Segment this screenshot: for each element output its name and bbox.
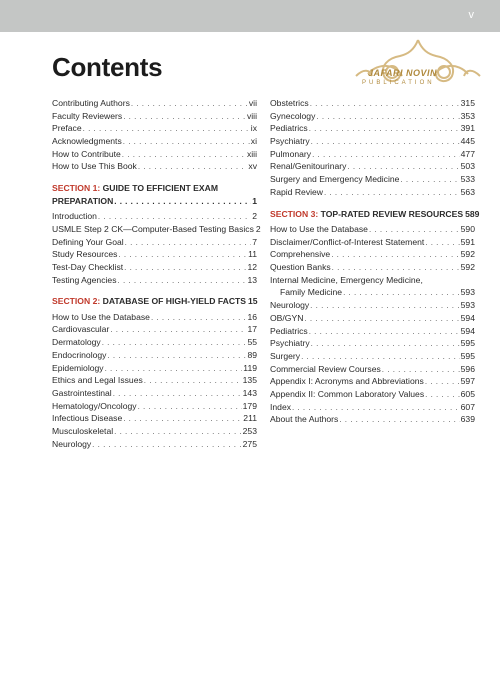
- toc-entry-page: 13: [247, 274, 257, 285]
- toc-entry-page: 253: [242, 425, 257, 436]
- toc-entry-page: 594: [460, 312, 475, 323]
- toc-entry-title: Acknowledgments: [52, 136, 122, 147]
- toc-entry-title: Appendix II: Common Laboratory Values: [270, 388, 425, 399]
- toc-entry-title: Psychiatry: [270, 338, 310, 349]
- toc-entry[interactable]: [270, 337, 475, 350]
- toc-entry[interactable]: [270, 97, 475, 110]
- toc-entry-page: xi: [250, 136, 257, 147]
- toc-entry-title: Gastrointestinal: [52, 387, 112, 398]
- dot-leader: [92, 439, 241, 452]
- dot-leader: [400, 174, 459, 187]
- dot-leader: [124, 262, 246, 275]
- toc-entry-page: 591: [460, 236, 475, 247]
- toc-entry[interactable]: [270, 261, 475, 274]
- toc-entry-title: About the Authors: [270, 414, 339, 425]
- section-page: 1: [252, 195, 257, 206]
- section-2-list: [52, 311, 257, 451]
- toc-entry[interactable]: [270, 122, 475, 135]
- dot-leader: [138, 161, 248, 174]
- toc-entry-title: Surgery and Emergency Medicine: [270, 174, 400, 185]
- toc-entry-title: Obstetrics: [270, 98, 309, 108]
- section-number: SECTION 3:: [270, 208, 319, 219]
- toc-entry-title: Index: [270, 401, 292, 412]
- toc-entry[interactable]: [52, 160, 257, 173]
- dot-leader: [343, 287, 460, 300]
- page-number: v: [468, 9, 474, 21]
- toc-entry-page: 7: [252, 236, 257, 247]
- toc-entry-page: 594: [460, 325, 475, 336]
- dot-leader: [110, 324, 246, 337]
- toc-entry-title: Contributing Authors: [52, 98, 130, 108]
- toc-entry[interactable]: [270, 248, 475, 261]
- dot-leader: [102, 337, 247, 350]
- section-number: SECTION 2:: [52, 296, 101, 307]
- toc-entry[interactable]: [52, 387, 257, 400]
- dot-leader: [425, 376, 460, 389]
- toc-entry-page: 477: [460, 148, 475, 159]
- toc-entry[interactable]: [52, 135, 257, 148]
- contents-left-column: [52, 97, 261, 450]
- toc-entry[interactable]: [270, 388, 475, 401]
- toc-entry[interactable]: [270, 236, 475, 249]
- toc-entry[interactable]: [270, 135, 475, 148]
- toc-entry-title: Dermatology: [52, 337, 101, 348]
- toc-entry-page: 275: [242, 438, 257, 449]
- toc-entry-page: xiii: [246, 148, 257, 159]
- toc-entry-title: Pediatrics: [270, 123, 308, 134]
- toc-entry-title: Commercial Review Courses: [270, 363, 381, 374]
- toc-entry-page: 16: [247, 311, 257, 322]
- dot-leader: [311, 338, 460, 351]
- toc-entry-title: How to Use the Database: [270, 224, 368, 234]
- header-bar: [0, 0, 500, 32]
- toc-entry-page: 593: [460, 300, 475, 311]
- page-title: Contents: [52, 52, 163, 82]
- toc-entry-page: 593: [460, 287, 475, 298]
- section-2-list-cont: [270, 97, 475, 199]
- dot-leader: [144, 375, 242, 388]
- dot-leader: [125, 237, 252, 250]
- dot-leader: [107, 350, 246, 363]
- toc-entry-page: 592: [460, 262, 475, 273]
- toc-entry-title: Pulmonary: [270, 148, 312, 159]
- dot-leader: [425, 389, 460, 402]
- toc-entry-page: 143: [242, 387, 257, 398]
- toc-entry-title: Renal/Genitourinary: [270, 161, 347, 172]
- toc-entry[interactable]: [52, 110, 257, 123]
- toc-entry[interactable]: [270, 325, 475, 338]
- toc-entry[interactable]: [52, 425, 257, 438]
- toc-entry[interactable]: [270, 186, 475, 199]
- toc-entry-page: 595: [460, 350, 475, 361]
- toc-entry[interactable]: [52, 311, 257, 324]
- toc-entry-title: Infectious Disease: [52, 413, 123, 424]
- dot-leader: [324, 187, 460, 200]
- dot-leader: [123, 136, 250, 149]
- toc-entry-page: 89: [247, 349, 257, 360]
- toc-entry-page: 179: [242, 400, 257, 411]
- dot-leader: [123, 111, 246, 124]
- toc-entry-page: 607: [460, 401, 475, 412]
- toc-entry-page: 590: [460, 224, 475, 234]
- toc-entry[interactable]: [52, 412, 257, 425]
- toc-entry[interactable]: [270, 173, 475, 186]
- section-number: SECTION 1:: [52, 183, 101, 194]
- toc-entry[interactable]: [270, 274, 475, 287]
- toc-entry-page: 596: [460, 363, 475, 374]
- toc-entry-title: Defining Your Goal: [52, 236, 124, 247]
- toc-entry-page: 597: [460, 376, 475, 387]
- dot-leader: [304, 313, 459, 326]
- section-1-heading[interactable]: [52, 182, 257, 207]
- toc-entry-title: Question Banks: [270, 262, 331, 273]
- section-title-cont: PREPARATION: [52, 195, 114, 206]
- section-3-list: [270, 223, 475, 426]
- section-3-heading[interactable]: [270, 208, 480, 221]
- toc-entry[interactable]: [52, 261, 257, 274]
- toc-entry[interactable]: [52, 349, 257, 362]
- toc-entry-title: How to Use the Database: [52, 311, 150, 322]
- toc-entry-page: 12: [247, 261, 257, 272]
- toc-entry-page: 563: [460, 186, 475, 197]
- toc-entry-title: Testing Agencies: [52, 274, 117, 285]
- toc-entry[interactable]: [52, 148, 257, 161]
- toc-entry-title: Hematology/Oncology: [52, 400, 137, 411]
- section-page: 15: [248, 296, 258, 307]
- toc-entry-title: Neurology: [52, 438, 92, 449]
- toc-entry-page: 595: [460, 338, 475, 349]
- toc-entry[interactable]: [270, 375, 475, 388]
- toc-entry[interactable]: [270, 413, 475, 426]
- toc-entry-title: Musculoskeletal: [52, 425, 114, 436]
- toc-entry[interactable]: [52, 400, 257, 413]
- toc-entry-title: Cardiovascular: [52, 324, 110, 335]
- toc-entry-title: Test-Day Checklist: [52, 261, 124, 272]
- toc-entry[interactable]: [270, 350, 475, 363]
- section-title: DATABASE OF HIGH-YIELD FACTS: [102, 296, 247, 307]
- dot-leader: [316, 111, 459, 124]
- section-page: 589: [465, 208, 480, 219]
- contents-right-column: [270, 97, 480, 426]
- toc-entry[interactable]: [52, 210, 257, 223]
- toc-entry-title: Rapid Review: [270, 186, 324, 197]
- toc-entry-title: Comprehensive: [270, 249, 331, 260]
- toc-entry-page: 135: [242, 375, 257, 386]
- toc-entry-title: Faculty Reviewers: [52, 110, 123, 121]
- toc-entry-title: Study Resources: [52, 249, 118, 260]
- toc-entry-title: Pediatrics: [270, 325, 308, 336]
- toc-entry-title: How to Use This Book: [52, 161, 137, 172]
- toc-entry[interactable]: [270, 312, 475, 325]
- toc-entry-page: 533: [460, 174, 475, 185]
- toc-entry-title: Neurology: [270, 300, 310, 311]
- dot-leader: [151, 312, 247, 325]
- toc-entry[interactable]: [270, 148, 475, 161]
- logo-name: JAFARI NOVIN: [368, 68, 438, 78]
- toc-entry-page: 119: [243, 362, 257, 373]
- section-1-list: [52, 210, 261, 286]
- section-title: GUIDE TO EFFICIENT EXAM: [102, 183, 219, 194]
- toc-entry-page: viii: [246, 110, 257, 121]
- toc-entry-page: 391: [460, 123, 475, 134]
- toc-entry-page: 639: [460, 414, 475, 425]
- toc-entry-title: Epidemiology: [52, 362, 104, 373]
- dot-leader: [118, 275, 247, 288]
- toc-entry-page: 503: [460, 161, 475, 172]
- dot-leader: [425, 237, 459, 250]
- toc-entry[interactable]: [52, 336, 257, 349]
- toc-entry[interactable]: [52, 223, 261, 236]
- toc-entry-page: vii: [248, 98, 257, 108]
- toc-entry-page: 315: [460, 98, 475, 108]
- toc-entry[interactable]: [52, 248, 257, 261]
- toc-entry-page: ix: [250, 123, 257, 134]
- toc-entry[interactable]: [52, 362, 257, 375]
- toc-entry-title: How to Contribute: [52, 148, 121, 159]
- dot-leader: [309, 123, 460, 136]
- dot-leader: [123, 413, 242, 426]
- dot-leader: [114, 426, 242, 439]
- toc-entry-title: Internal Medicine, Emergency Medicine,: [270, 274, 423, 285]
- toc-entry-page: 17: [247, 324, 257, 335]
- toc-entry-page: 353: [460, 110, 475, 121]
- toc-entry-title: Disclaimer/Conflict-of-Interest Statement: [270, 236, 425, 247]
- toc-entry-page: 592: [460, 249, 475, 260]
- toc-entry-page: 605: [460, 388, 475, 399]
- dot-leader: [118, 249, 247, 262]
- toc-entry-title: Preface: [52, 123, 82, 134]
- toc-entry[interactable]: [52, 122, 257, 135]
- toc-entry-title: Introduction: [52, 211, 97, 222]
- toc-entry-page: 211: [243, 413, 257, 424]
- toc-entry[interactable]: [52, 438, 257, 451]
- toc-entry[interactable]: [270, 401, 475, 414]
- toc-entry-title: Ethics and Legal Issues: [52, 375, 143, 386]
- toc-entry-title: Surgery: [270, 350, 301, 361]
- toc-entry-title: Psychiatry: [270, 136, 310, 147]
- toc-entry-title: Family Medicine: [280, 287, 343, 298]
- toc-entry[interactable]: [270, 363, 475, 376]
- dot-leader: [310, 98, 460, 111]
- toc-entry[interactable]: [270, 160, 475, 173]
- toc-entry-page: 11: [248, 249, 257, 260]
- toc-entry-title: USMLE Step 2 CK—Computer-Based Testing Basics: [52, 223, 254, 234]
- section-title: TOP-RATED REVIEW RESOURCES: [320, 208, 464, 219]
- toc-entry-page: 445: [460, 136, 475, 147]
- toc-entry[interactable]: [52, 274, 257, 287]
- dot-leader: [138, 401, 242, 414]
- dot-leader: [331, 249, 459, 262]
- dot-leader: [122, 149, 246, 162]
- dot-leader: [309, 326, 460, 339]
- front-matter-list: [52, 97, 257, 173]
- dot-leader: [339, 414, 459, 427]
- dot-leader: [310, 300, 459, 313]
- toc-entry[interactable]: [52, 236, 257, 249]
- toc-entry[interactable]: [270, 223, 475, 236]
- toc-entry-title: Gynecology: [270, 110, 316, 121]
- toc-entry-title: OB/GYN: [270, 312, 304, 323]
- toc-entry-title: Endocrinology: [52, 349, 107, 360]
- toc-entry-title: Appendix I: Acronyms and Abbreviations: [270, 376, 424, 387]
- section-2-heading[interactable]: [52, 295, 257, 308]
- toc-entry[interactable]: [270, 286, 475, 299]
- dot-leader: [311, 136, 460, 149]
- toc-entry[interactable]: [52, 374, 257, 387]
- dot-leader: [131, 98, 248, 111]
- toc-entry-page: 2: [255, 223, 261, 234]
- toc-entry-page: xv: [248, 161, 257, 172]
- toc-entry[interactable]: [270, 110, 475, 123]
- toc-entry[interactable]: [270, 299, 475, 312]
- logo-subtitle: PUBLICATION: [362, 80, 435, 86]
- toc-entry-page: 2: [252, 211, 257, 222]
- toc-entry-page: 55: [247, 337, 257, 348]
- toc-entry[interactable]: [52, 323, 257, 336]
- toc-entry[interactable]: [52, 97, 257, 110]
